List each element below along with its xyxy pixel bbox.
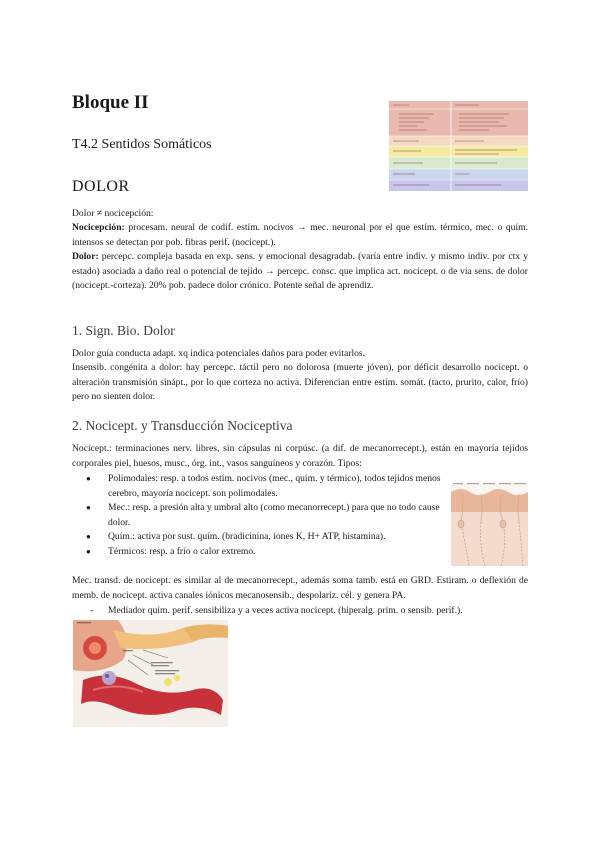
section1-title: 1. Sign. Bio. Dolor [72, 323, 175, 338]
dolor-text: percepc. compleja basada en exp. sens. y emocional desagradab. (varía entre indiv. y mismo indiv. por ctx y estado) asociada a daño real o potencial de tejido → percepc. consc. que implica act. nocicept. o de vía sens. de dolor (nocicept.-corteza). 20% pob. padece dolor crónico. Potente señal de aprendiz. [72, 251, 528, 292]
section2-paragraph1: Nocicept.: terminaciones nerv. libres, sin cápsulas ni corpúsc. (a dif. de mecanorrecept.), están en mayoría tejidos corporales piel, huesos, musc., órg. int., vasos sanguíneos y corazón. Tipos: [72, 443, 528, 469]
section1-paragraph2: Insensib. congénita a dolor: hay percepc. táctil pero no dolorosa (muerte jóven), por déficit desarrollo nocicept. o alteración transmisión sinápt., por lo que corteza no activa. Diferencian entre estím. somát. (tacto, prurito, calor, frío) pero no sienten dolor. [72, 362, 528, 403]
mediator-text: Mediador quím. perif. sensibiliza y a veces activa nocicept. (hiperalg. prim. o sensib. perif.). [108, 605, 463, 616]
section2-paragraph2: Mec. transd. de nocicept. es similar al de mecanorrecept., además soma tamb. está en GRD. Estiram. o deflexión de memb. de nocicept. activa canales iónicos mecanosensib., despolariz. cél. y genera PA. [72, 575, 528, 601]
list-item: ● Mec.: resp. a presión alta y umbral alto (como mecanorrecept.) para que no todo cause dolor. [86, 501, 446, 530]
sensitization-illustration [73, 620, 228, 727]
pain-fibers-table-image [389, 101, 528, 191]
dash-marker: - [90, 605, 94, 616]
dolor-paragraph [72, 250, 528, 294]
nocicepcion-text: procesam. neural de codif. estím. nocivos → mec. neuronal por el que estím. térmico, mec. o quím. intensos se detectan por pob. fibras perif. (nocicept.). [72, 222, 528, 248]
nocicepcion-label: Nocicepción: [72, 222, 125, 233]
list-item: ● Térmicos: resp. a frío o calor extremo. [86, 545, 446, 560]
heading-bloque: Bloque II [72, 92, 149, 113]
nociceptor-types-list [86, 472, 446, 560]
heading-dolor: DOLOR [72, 178, 130, 195]
section1-paragraph1: Dolor guía conducta adapt. xq indica potenciales daños para poder evitarlos. [72, 348, 366, 359]
nocicepcion-paragraph [72, 221, 528, 250]
table-graphic [389, 101, 528, 191]
dolor-label: Dolor: [72, 251, 99, 262]
mediator-dash-item [90, 604, 463, 619]
intro-line: Dolor ≠ nocicepción: [72, 208, 154, 219]
list-item: ● Polimodales: resp. a todos estím. nocivos (mec., quím. y térmico), todos tejidos menos cerebro, mayoría nocicept. son polimodales. [86, 472, 446, 501]
skin-receptors-figure [451, 482, 528, 566]
list-item: ● Quím.: activa por sust. quím. (bradicinina, iones K, H+ ATP, histamina). [86, 530, 446, 545]
nociceptor-sensitization-figure [73, 620, 228, 727]
heading-topic: T4.2 Sentidos Somáticos [72, 137, 212, 152]
section2-title: 2. Nocicept. y Transducción Nociceptiva [72, 418, 293, 433]
skin-illustration [451, 482, 528, 566]
